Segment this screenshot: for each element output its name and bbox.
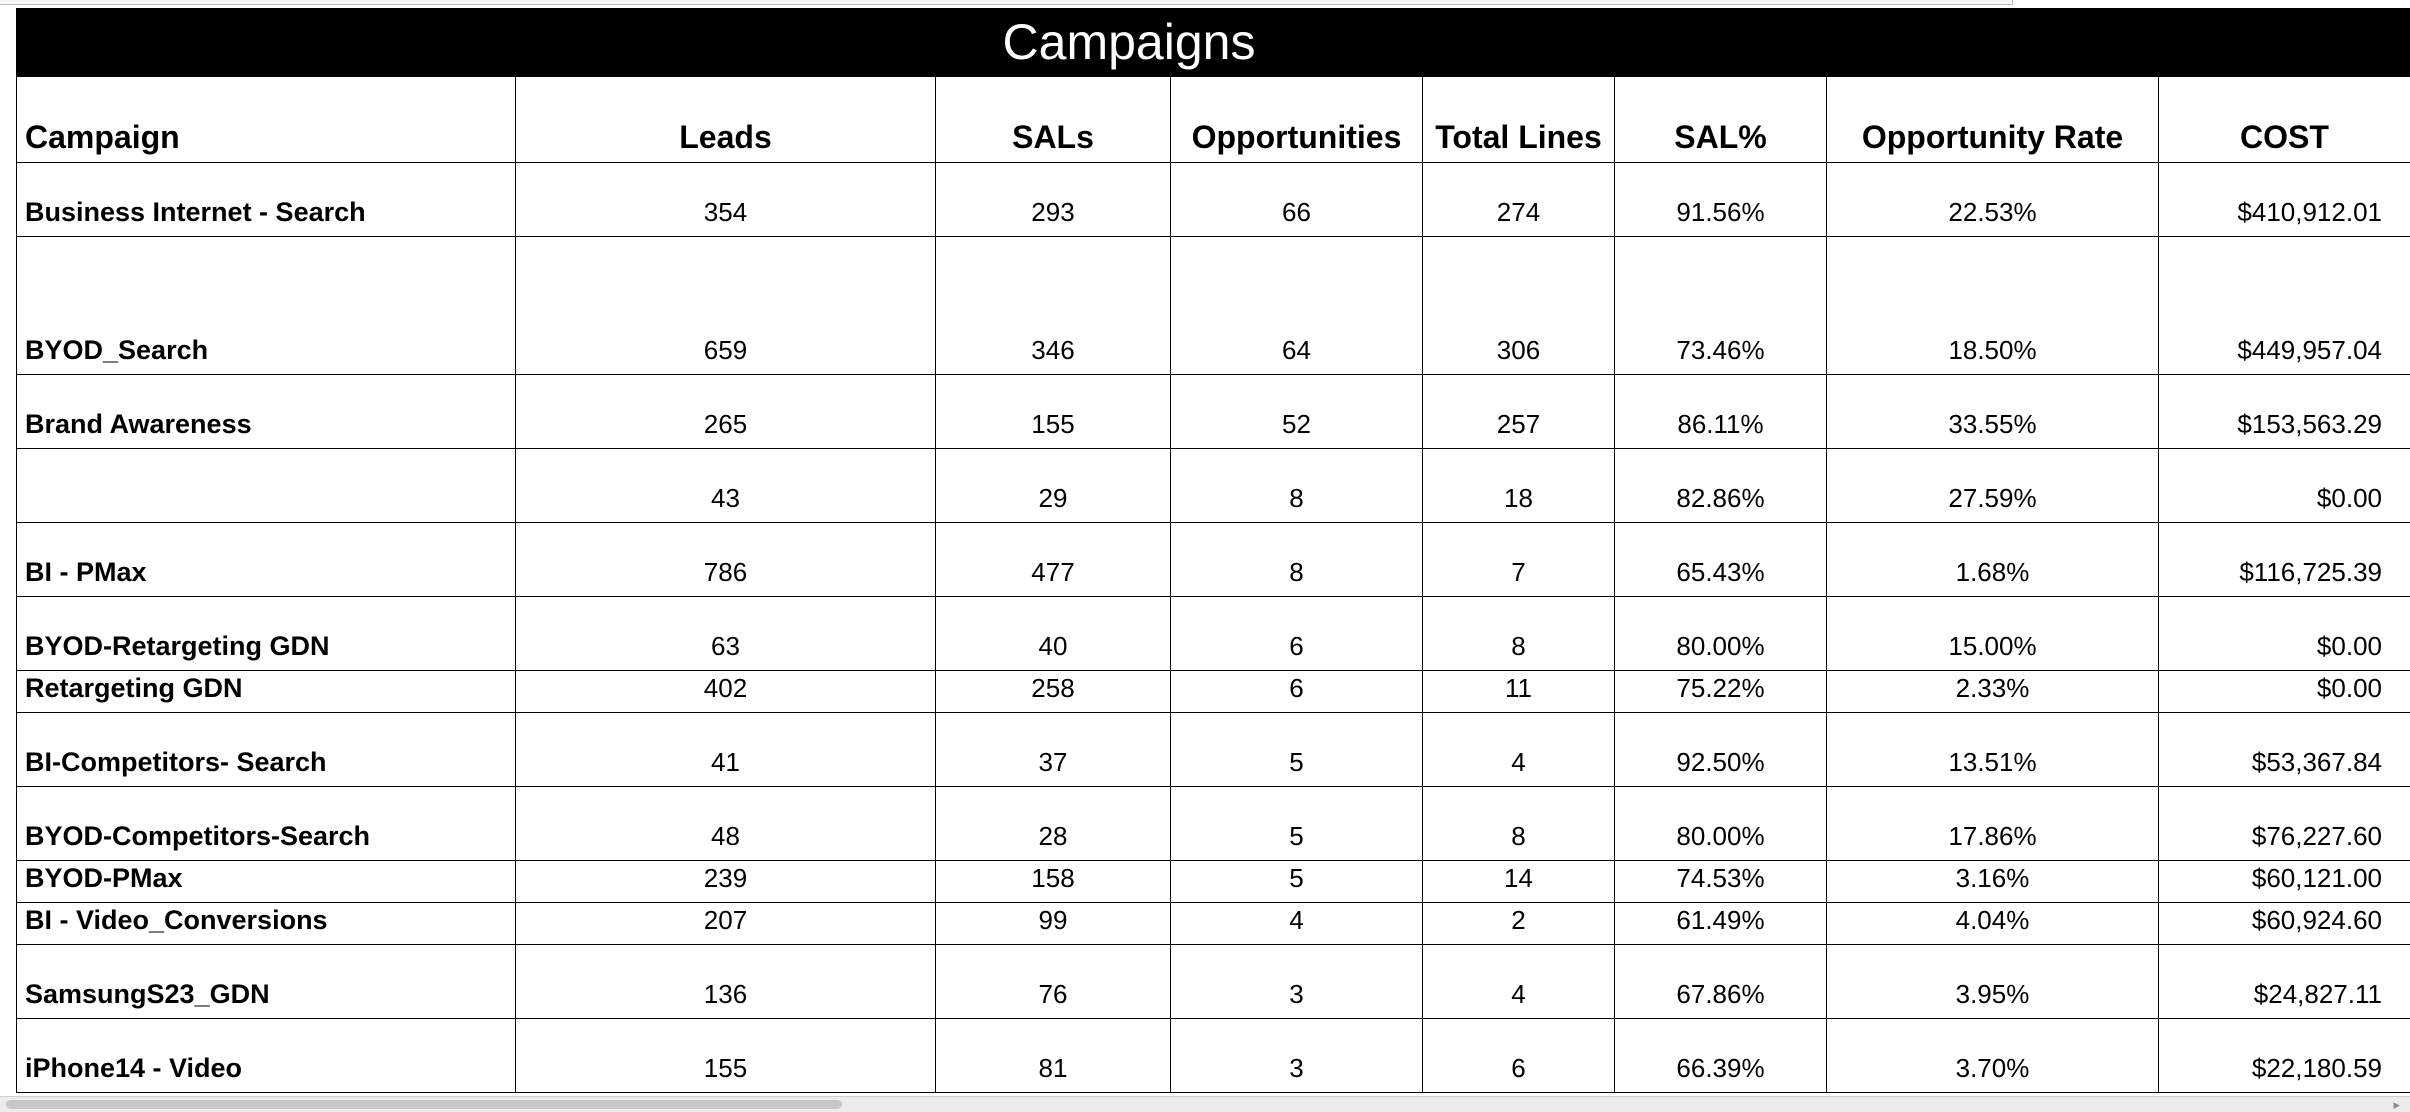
cell-total-lines[interactable]: 306 — [1423, 237, 1615, 375]
table-row — [17, 523, 2410, 597]
cell-leads[interactable]: 155 — [516, 1019, 936, 1093]
cell-total-lines[interactable]: 8 — [1423, 597, 1615, 671]
cell-opportunity-rate[interactable]: 1.68% — [1827, 523, 2159, 597]
cell-leads[interactable]: 265 — [516, 375, 936, 449]
cell-cost[interactable]: $0.00 — [2159, 671, 2410, 713]
cell-campaign[interactable]: Brand Awareness — [17, 375, 516, 449]
cell-total-lines[interactable]: 4 — [1423, 713, 1615, 787]
cell-opportunities[interactable]: 66 — [1171, 163, 1423, 237]
cell-sals[interactable]: 29 — [936, 449, 1171, 523]
cell-campaign[interactable]: BI-Competitors- Search — [17, 713, 516, 787]
cell-leads[interactable]: 786 — [516, 523, 936, 597]
cell-opportunities[interactable]: 5 — [1171, 713, 1423, 787]
header-opportunities[interactable]: Opportunities — [1171, 77, 1423, 163]
cell-opportunity-rate[interactable]: 3.70% — [1827, 1019, 2159, 1093]
cell-leads[interactable]: 43 — [516, 449, 936, 523]
cell-total-lines[interactable]: 2 — [1423, 903, 1615, 945]
cell-cost[interactable]: $53,367.84 — [2159, 713, 2410, 787]
cell-sal-pct[interactable]: 61.49% — [1615, 903, 1827, 945]
table-row — [17, 1019, 2410, 1093]
cell-opportunity-rate[interactable]: 2.33% — [1827, 671, 2159, 713]
cell-opportunity-rate[interactable]: 15.00% — [1827, 597, 2159, 671]
cell-sal-pct[interactable]: 80.00% — [1615, 597, 1827, 671]
cell-cost[interactable]: $60,924.60 — [2159, 903, 2410, 945]
cell-campaign[interactable]: BI - Video_Conversions — [17, 903, 516, 945]
cell-sal-pct[interactable]: 80.00% — [1615, 787, 1827, 861]
cell-cost[interactable]: $116,725.39 — [2159, 523, 2410, 597]
cell-sals[interactable]: 158 — [936, 861, 1171, 903]
table-row — [17, 237, 2410, 375]
cell-opportunities[interactable]: 5 — [1171, 861, 1423, 903]
table-row — [17, 449, 2410, 523]
cell-campaign[interactable]: SamsungS23_GDN — [17, 945, 516, 1019]
cell-leads[interactable]: 659 — [516, 237, 936, 375]
cell-cost[interactable]: $24,827.11 — [2159, 945, 2410, 1019]
cell-opportunities[interactable]: 8 — [1171, 523, 1423, 597]
cell-opportunity-rate[interactable]: 3.95% — [1827, 945, 2159, 1019]
cell-sals[interactable]: 76 — [936, 945, 1171, 1019]
table-row — [17, 787, 2410, 861]
cell-sal-pct[interactable]: 86.11% — [1615, 375, 1827, 449]
header-opportunity-rate[interactable]: Opportunity Rate — [1827, 77, 2159, 163]
cell-opportunity-rate[interactable]: 18.50% — [1827, 237, 2159, 375]
cell-total-lines[interactable]: 4 — [1423, 945, 1615, 1019]
cell-campaign[interactable]: BI - PMax — [17, 523, 516, 597]
header-total-lines[interactable]: Total Lines — [1423, 77, 1615, 163]
cell-sal-pct[interactable]: 67.86% — [1615, 945, 1827, 1019]
cell-cost[interactable]: $449,957.04 — [2159, 237, 2410, 375]
cell-opportunities[interactable]: 8 — [1171, 449, 1423, 523]
cell-leads[interactable]: 239 — [516, 861, 936, 903]
header-sal-pct[interactable]: SAL% — [1615, 77, 1827, 163]
cell-opportunities[interactable]: 6 — [1171, 671, 1423, 713]
cell-opportunity-rate[interactable]: 3.16% — [1827, 861, 2159, 903]
cell-opportunity-rate[interactable]: 27.59% — [1827, 449, 2159, 523]
cell-leads[interactable]: 48 — [516, 787, 936, 861]
cell-sals[interactable]: 28 — [936, 787, 1171, 861]
cell-campaign[interactable]: BYOD-Retargeting GDN — [17, 597, 516, 671]
cell-sals[interactable]: 37 — [936, 713, 1171, 787]
cell-cost[interactable]: $153,563.29 — [2159, 375, 2410, 449]
cell-sals[interactable]: 293 — [936, 163, 1171, 237]
table-row — [17, 861, 2410, 903]
cell-sal-pct[interactable]: 82.86% — [1615, 449, 1827, 523]
cell-total-lines[interactable]: 18 — [1423, 449, 1615, 523]
cell-leads[interactable]: 136 — [516, 945, 936, 1019]
cell-total-lines[interactable]: 6 — [1423, 1019, 1615, 1093]
cell-campaign[interactable]: Business Internet - Search — [17, 163, 516, 237]
cell-sals[interactable]: 81 — [936, 1019, 1171, 1093]
table-row — [17, 163, 2410, 237]
table-row — [17, 945, 2410, 1019]
scrollbar-thumb[interactable] — [6, 1100, 842, 1109]
header-cost[interactable]: COST — [2159, 77, 2410, 163]
formula-bar-edge — [0, 0, 2013, 5]
cell-total-lines[interactable]: 7 — [1423, 523, 1615, 597]
cell-opportunities[interactable]: 3 — [1171, 945, 1423, 1019]
cell-total-lines[interactable]: 11 — [1423, 671, 1615, 713]
cell-campaign[interactable]: BYOD-PMax — [17, 861, 516, 903]
header-campaign[interactable]: Campaign — [17, 77, 516, 163]
cell-cost[interactable]: $22,180.59 — [2159, 1019, 2410, 1093]
cell-total-lines[interactable]: 274 — [1423, 163, 1615, 237]
cell-total-lines[interactable]: 8 — [1423, 787, 1615, 861]
cell-sals[interactable]: 477 — [936, 523, 1171, 597]
scroll-right-arrow-icon[interactable]: ▸ — [2393, 1097, 2400, 1112]
cell-sal-pct[interactable]: 75.22% — [1615, 671, 1827, 713]
cell-sals[interactable]: 155 — [936, 375, 1171, 449]
cell-cost[interactable]: $0.00 — [2159, 449, 2410, 523]
table-row — [17, 713, 2410, 787]
cell-total-lines[interactable]: 257 — [1423, 375, 1615, 449]
cell-sals[interactable]: 346 — [936, 237, 1171, 375]
sheet-title[interactable]: Campaigns — [16, 8, 2410, 76]
table-row — [17, 903, 2410, 945]
cell-leads[interactable]: 41 — [516, 713, 936, 787]
cell-campaign[interactable]: Retargeting GDN — [17, 671, 516, 713]
cell-sals[interactable]: 258 — [936, 671, 1171, 713]
cell-sal-pct[interactable]: 92.50% — [1615, 713, 1827, 787]
cell-cost[interactable]: $76,227.60 — [2159, 787, 2410, 861]
cell-opportunities[interactable]: 64 — [1171, 237, 1423, 375]
cell-cost[interactable]: $410,912.01 — [2159, 163, 2410, 237]
cell-opportunities[interactable]: 4 — [1171, 903, 1423, 945]
cell-cost[interactable]: $60,121.00 — [2159, 861, 2410, 903]
campaigns-table — [16, 76, 2410, 1093]
cell-sal-pct[interactable]: 73.46% — [1615, 237, 1827, 375]
cell-opportunities[interactable]: 6 — [1171, 597, 1423, 671]
header-row — [17, 77, 2410, 163]
cell-opportunities[interactable]: 3 — [1171, 1019, 1423, 1093]
cell-sal-pct[interactable]: 66.39% — [1615, 1019, 1827, 1093]
cell-campaign[interactable]: iPhone14 - Video — [17, 1019, 516, 1093]
cell-opportunity-rate[interactable]: 4.04% — [1827, 903, 2159, 945]
cell-opportunity-rate[interactable]: 17.86% — [1827, 787, 2159, 861]
cell-sal-pct[interactable]: 91.56% — [1615, 163, 1827, 237]
cell-sal-pct[interactable]: 74.53% — [1615, 861, 1827, 903]
cell-campaign[interactable]: BYOD_Search — [17, 237, 516, 375]
cell-sal-pct[interactable]: 65.43% — [1615, 523, 1827, 597]
cell-cost[interactable]: $0.00 — [2159, 597, 2410, 671]
table-row — [17, 671, 2410, 713]
cell-leads[interactable]: 354 — [516, 163, 936, 237]
cell-opportunity-rate[interactable]: 13.51% — [1827, 713, 2159, 787]
cell-campaign[interactable] — [17, 449, 516, 523]
cell-opportunities[interactable]: 5 — [1171, 787, 1423, 861]
cell-opportunities[interactable]: 52 — [1171, 375, 1423, 449]
cell-leads[interactable]: 63 — [516, 597, 936, 671]
table-row — [17, 375, 2410, 449]
table-row — [17, 597, 2410, 671]
header-sals[interactable]: SALs — [936, 77, 1171, 163]
cell-leads[interactable]: 207 — [516, 903, 936, 945]
cell-campaign[interactable]: BYOD-Competitors-Search — [17, 787, 516, 861]
cell-sals[interactable]: 99 — [936, 903, 1171, 945]
header-leads[interactable]: Leads — [516, 77, 936, 163]
cell-opportunity-rate[interactable]: 33.55% — [1827, 375, 2159, 449]
cell-leads[interactable]: 402 — [516, 671, 936, 713]
cell-sals[interactable]: 40 — [936, 597, 1171, 671]
cell-opportunity-rate[interactable]: 22.53% — [1827, 163, 2159, 237]
cell-total-lines[interactable]: 14 — [1423, 861, 1615, 903]
horizontal-scrollbar[interactable] — [0, 1096, 2410, 1112]
